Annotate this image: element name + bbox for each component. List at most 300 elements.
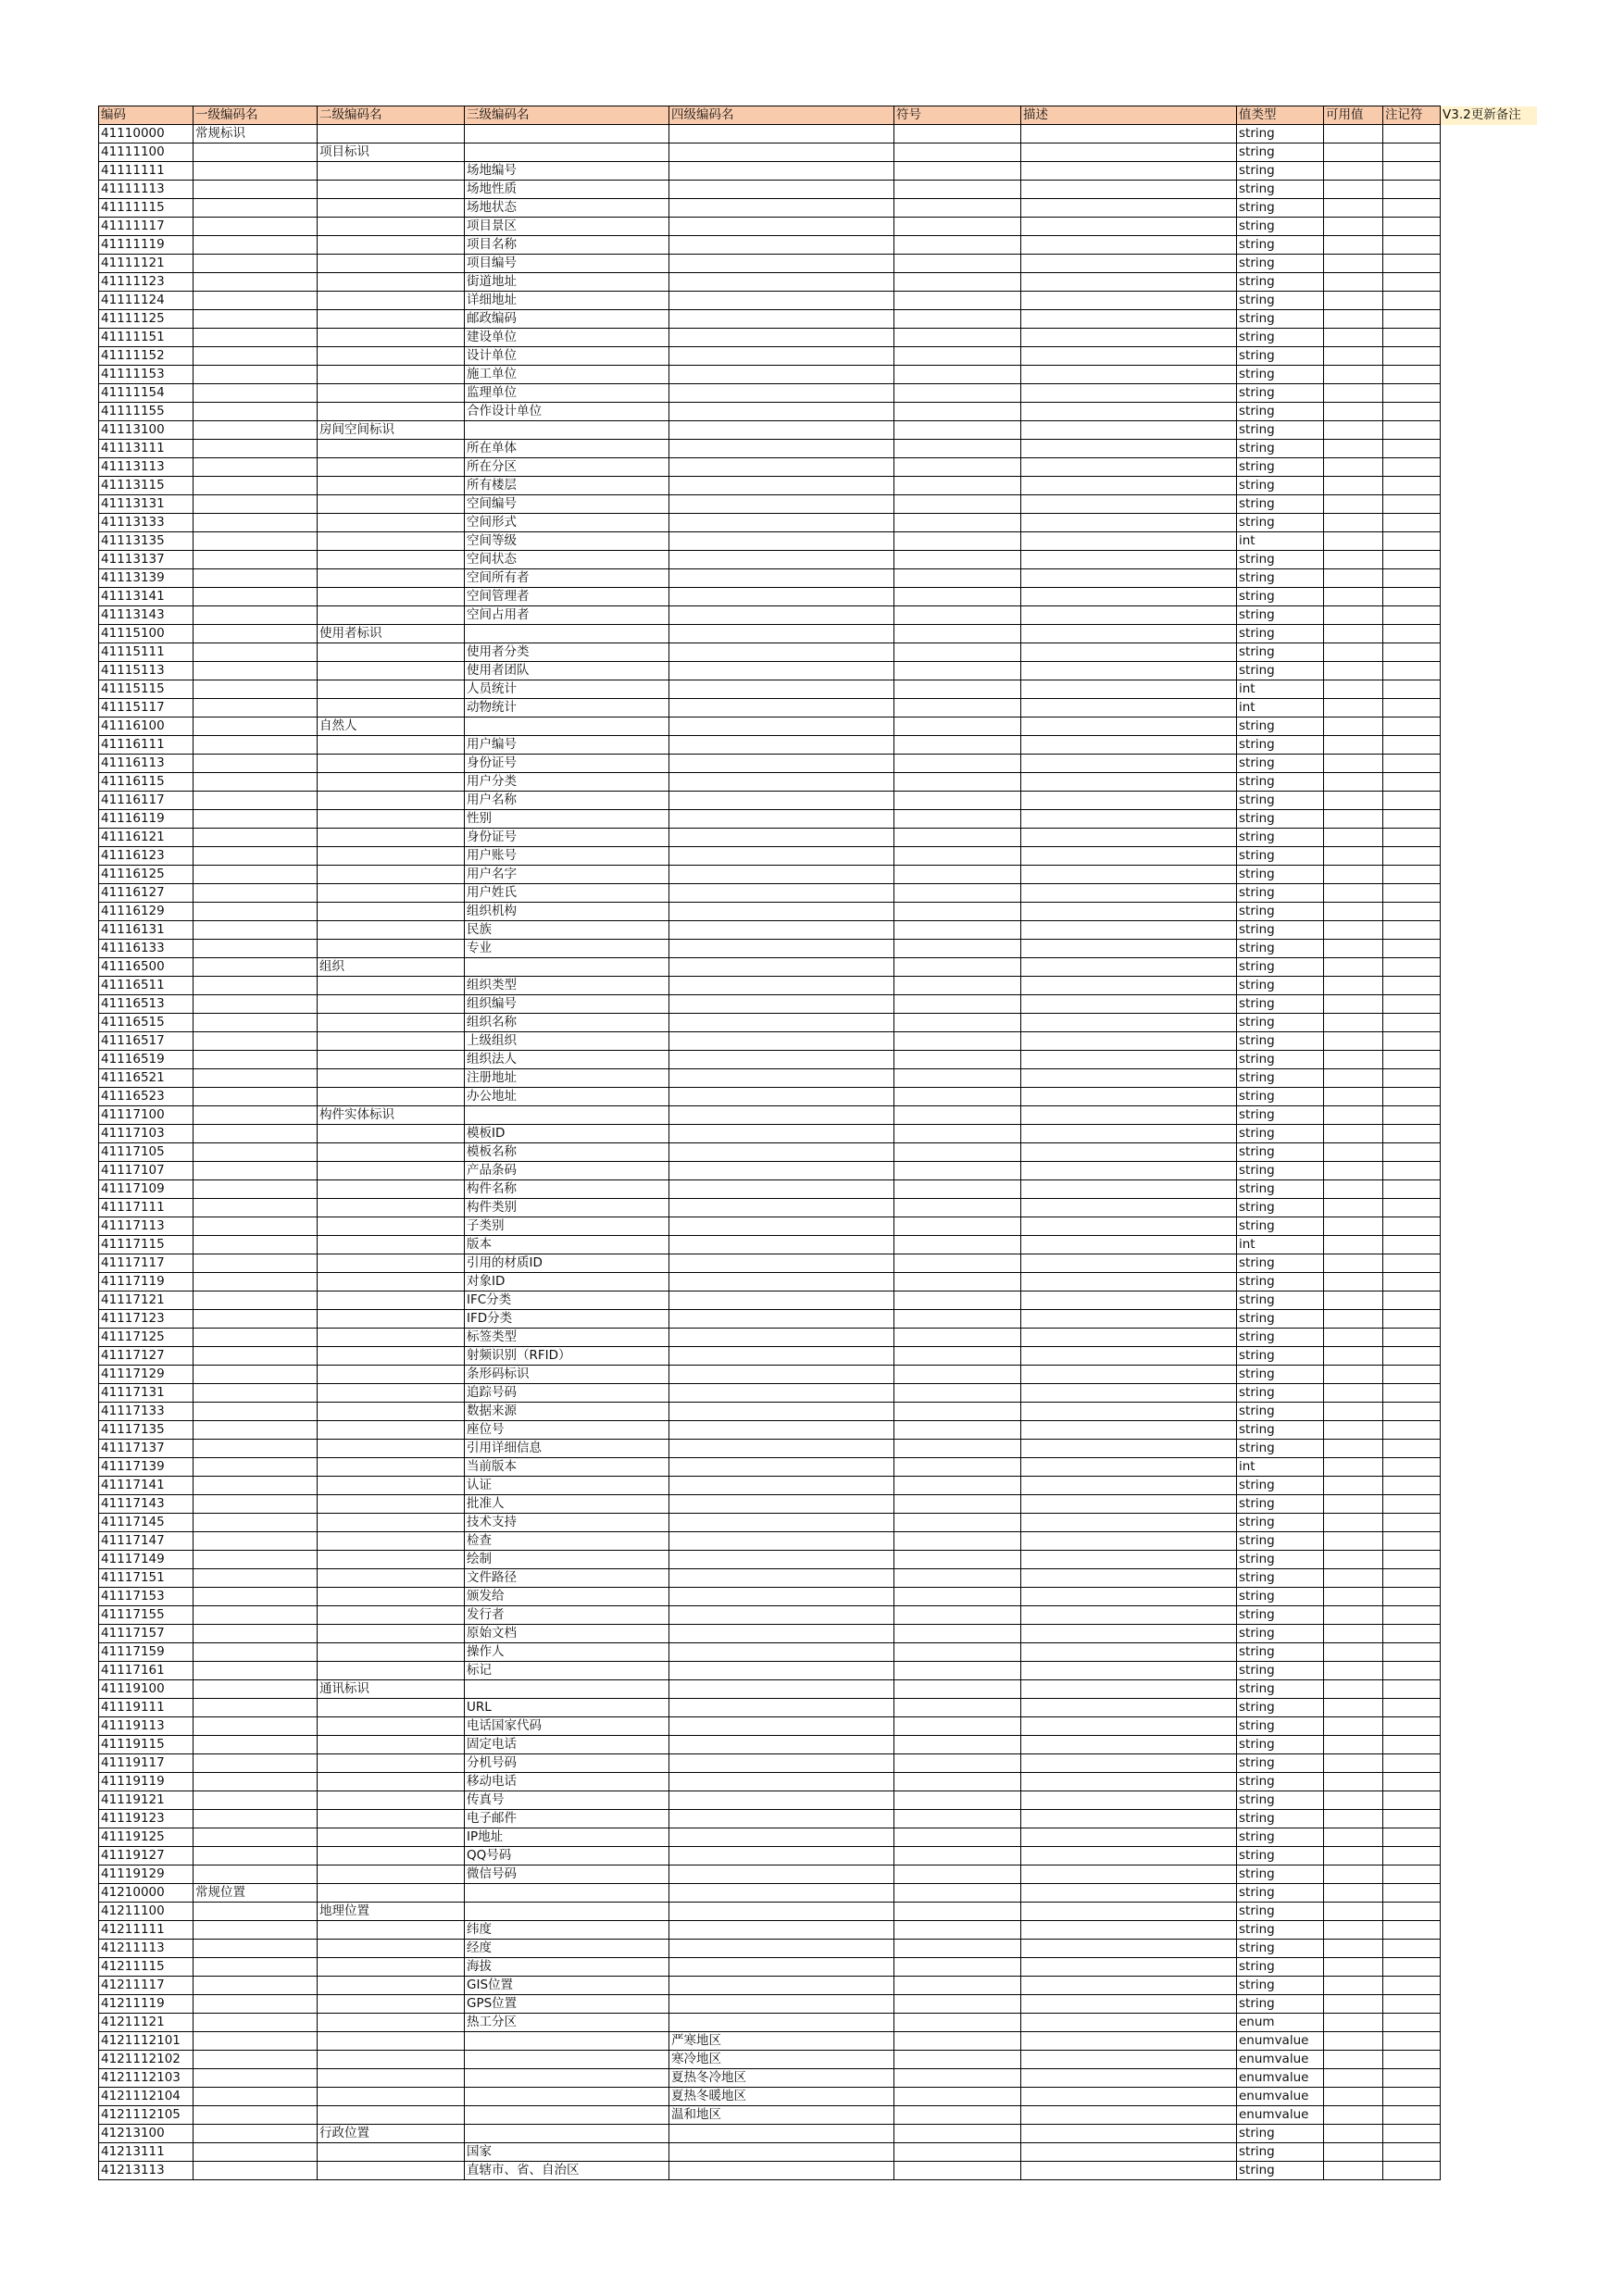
cell-level4-name[interactable] — [669, 1828, 894, 1847]
cell-level1-name[interactable] — [194, 1866, 318, 1884]
cell-annotation[interactable] — [1383, 1643, 1441, 1662]
cell-code[interactable]: 41117147 — [99, 1532, 194, 1551]
cell-level2-name[interactable] — [318, 699, 465, 718]
cell-update-note[interactable] — [1441, 551, 1538, 569]
cell-level4-name[interactable] — [669, 662, 894, 680]
cell-level3-name[interactable]: 设计单位 — [465, 347, 669, 366]
cell-level4-name[interactable] — [669, 384, 894, 403]
cell-level3-name[interactable]: 当前版本 — [465, 1458, 669, 1477]
cell-level2-name[interactable] — [318, 1773, 465, 1791]
cell-available-values[interactable] — [1324, 2088, 1383, 2106]
cell-value-type[interactable]: string — [1237, 403, 1324, 421]
cell-code[interactable]: 41211111 — [99, 1921, 194, 1940]
cell-code[interactable]: 41117100 — [99, 1106, 194, 1125]
cell-value-type[interactable]: string — [1237, 1921, 1324, 1940]
cell-level4-name[interactable] — [669, 514, 894, 532]
cell-level4-name[interactable] — [669, 1847, 894, 1866]
cell-code[interactable]: 41117153 — [99, 1588, 194, 1606]
cell-level3-name[interactable]: 空间所有者 — [465, 569, 669, 588]
cell-symbol[interactable] — [894, 921, 1021, 940]
cell-level3-name[interactable]: 标记 — [465, 1662, 669, 1680]
cell-level4-name[interactable] — [669, 588, 894, 606]
cell-level3-name[interactable] — [465, 958, 669, 977]
cell-level4-name[interactable] — [669, 921, 894, 940]
cell-annotation[interactable] — [1383, 1477, 1441, 1495]
cell-level2-name[interactable] — [318, 680, 465, 699]
cell-available-values[interactable] — [1324, 440, 1383, 458]
cell-description[interactable] — [1021, 1995, 1237, 2014]
cell-symbol[interactable] — [894, 606, 1021, 625]
cell-value-type[interactable]: string — [1237, 458, 1324, 477]
cell-value-type[interactable]: enumvalue — [1237, 2088, 1324, 2106]
cell-symbol[interactable] — [894, 2088, 1021, 2106]
cell-level3-name[interactable]: 合作设计单位 — [465, 403, 669, 421]
cell-level4-name[interactable] — [669, 310, 894, 329]
cell-symbol[interactable] — [894, 1180, 1021, 1199]
cell-level1-name[interactable] — [194, 2143, 318, 2162]
cell-level4-name[interactable] — [669, 1051, 894, 1069]
cell-available-values[interactable] — [1324, 236, 1383, 255]
cell-symbol[interactable] — [894, 2032, 1021, 2051]
cell-level1-name[interactable] — [194, 1458, 318, 1477]
cell-symbol[interactable] — [894, 1292, 1021, 1310]
cell-value-type[interactable]: int — [1237, 1236, 1324, 1254]
cell-symbol[interactable] — [894, 755, 1021, 773]
cell-update-note[interactable] — [1441, 829, 1538, 847]
cell-level3-name[interactable]: 追踪号码 — [465, 1384, 669, 1403]
cell-symbol[interactable] — [894, 310, 1021, 329]
cell-level1-name[interactable] — [194, 2032, 318, 2051]
cell-level1-name[interactable] — [194, 1032, 318, 1051]
cell-update-note[interactable] — [1441, 1810, 1538, 1828]
cell-description[interactable] — [1021, 569, 1237, 588]
cell-symbol[interactable] — [894, 1903, 1021, 1921]
cell-description[interactable] — [1021, 1791, 1237, 1810]
header-symbol[interactable]: 符号 — [894, 106, 1021, 125]
cell-annotation[interactable] — [1383, 903, 1441, 921]
cell-level4-name[interactable] — [669, 1236, 894, 1254]
cell-update-note[interactable] — [1441, 2014, 1538, 2032]
cell-available-values[interactable] — [1324, 792, 1383, 810]
cell-available-values[interactable] — [1324, 2143, 1383, 2162]
cell-update-note[interactable] — [1441, 1995, 1538, 2014]
cell-annotation[interactable] — [1383, 218, 1441, 236]
cell-description[interactable] — [1021, 736, 1237, 755]
cell-description[interactable] — [1021, 977, 1237, 995]
cell-available-values[interactable] — [1324, 1551, 1383, 1569]
cell-code[interactable]: 41115100 — [99, 625, 194, 643]
cell-description[interactable] — [1021, 1532, 1237, 1551]
cell-level3-name[interactable]: 绘制 — [465, 1551, 669, 1569]
cell-available-values[interactable] — [1324, 940, 1383, 958]
cell-available-values[interactable] — [1324, 1329, 1383, 1347]
cell-available-values[interactable] — [1324, 1977, 1383, 1995]
cell-code[interactable]: 41117155 — [99, 1606, 194, 1625]
cell-update-note[interactable] — [1441, 1699, 1538, 1717]
cell-available-values[interactable] — [1324, 1995, 1383, 2014]
cell-level2-name[interactable] — [318, 1292, 465, 1310]
cell-level1-name[interactable] — [194, 1366, 318, 1384]
cell-level3-name[interactable]: 街道地址 — [465, 273, 669, 292]
cell-value-type[interactable]: string — [1237, 1217, 1324, 1236]
cell-value-type[interactable]: string — [1237, 310, 1324, 329]
cell-value-type[interactable]: enum — [1237, 2014, 1324, 2032]
cell-annotation[interactable] — [1383, 403, 1441, 421]
cell-symbol[interactable] — [894, 532, 1021, 551]
cell-symbol[interactable] — [894, 1884, 1021, 1903]
cell-level4-name[interactable] — [669, 1921, 894, 1940]
cell-update-note[interactable] — [1441, 273, 1538, 292]
cell-update-note[interactable] — [1441, 236, 1538, 255]
cell-value-type[interactable]: string — [1237, 347, 1324, 366]
cell-update-note[interactable] — [1441, 2088, 1538, 2106]
cell-annotation[interactable] — [1383, 1625, 1441, 1643]
cell-symbol[interactable] — [894, 977, 1021, 995]
cell-code[interactable]: 4121112103 — [99, 2069, 194, 2088]
cell-annotation[interactable] — [1383, 1532, 1441, 1551]
cell-level4-name[interactable] — [669, 236, 894, 255]
cell-available-values[interactable] — [1324, 995, 1383, 1014]
cell-update-note[interactable] — [1441, 1199, 1538, 1217]
cell-level3-name[interactable]: URL — [465, 1699, 669, 1717]
cell-available-values[interactable] — [1324, 347, 1383, 366]
cell-code[interactable]: 41113113 — [99, 458, 194, 477]
cell-value-type[interactable]: string — [1237, 736, 1324, 755]
cell-description[interactable] — [1021, 1217, 1237, 1236]
cell-annotation[interactable] — [1383, 421, 1441, 440]
cell-update-note[interactable] — [1441, 1162, 1538, 1180]
cell-update-note[interactable] — [1441, 1254, 1538, 1273]
cell-level1-name[interactable] — [194, 1514, 318, 1532]
cell-symbol[interactable] — [894, 662, 1021, 680]
cell-available-values[interactable] — [1324, 2032, 1383, 2051]
cell-level1-name[interactable] — [194, 1680, 318, 1699]
cell-update-note[interactable] — [1441, 514, 1538, 532]
cell-description[interactable] — [1021, 1458, 1237, 1477]
cell-annotation[interactable] — [1383, 1199, 1441, 1217]
cell-level3-name[interactable] — [465, 1680, 669, 1699]
cell-level3-name[interactable] — [465, 2088, 669, 2106]
cell-update-note[interactable] — [1441, 1292, 1538, 1310]
cell-code[interactable]: 41116521 — [99, 1069, 194, 1088]
cell-level3-name[interactable]: 模板名称 — [465, 1143, 669, 1162]
cell-level4-name[interactable] — [669, 1588, 894, 1606]
cell-level2-name[interactable] — [318, 181, 465, 199]
cell-available-values[interactable] — [1324, 1736, 1383, 1754]
cell-update-note[interactable] — [1441, 181, 1538, 199]
cell-level1-name[interactable] — [194, 2162, 318, 2180]
cell-available-values[interactable] — [1324, 662, 1383, 680]
cell-code[interactable]: 41211115 — [99, 1958, 194, 1977]
cell-level1-name[interactable] — [194, 551, 318, 569]
cell-symbol[interactable] — [894, 1699, 1021, 1717]
cell-code[interactable]: 41117145 — [99, 1514, 194, 1532]
cell-available-values[interactable] — [1324, 495, 1383, 514]
cell-symbol[interactable] — [894, 1940, 1021, 1958]
cell-value-type[interactable]: string — [1237, 1032, 1324, 1051]
cell-symbol[interactable] — [894, 2069, 1021, 2088]
cell-annotation[interactable] — [1383, 1106, 1441, 1125]
cell-description[interactable] — [1021, 1329, 1237, 1347]
cell-level1-name[interactable] — [194, 940, 318, 958]
cell-level4-name[interactable] — [669, 1903, 894, 1921]
cell-code[interactable]: 41111115 — [99, 199, 194, 218]
cell-level2-name[interactable] — [318, 940, 465, 958]
cell-value-type[interactable]: string — [1237, 1440, 1324, 1458]
cell-level1-name[interactable] — [194, 625, 318, 643]
cell-level3-name[interactable]: 空间占用者 — [465, 606, 669, 625]
cell-update-note[interactable] — [1441, 736, 1538, 755]
cell-level1-name[interactable] — [194, 1940, 318, 1958]
cell-code[interactable]: 41113137 — [99, 551, 194, 569]
cell-code[interactable]: 41115111 — [99, 643, 194, 662]
cell-update-note[interactable] — [1441, 1606, 1538, 1625]
cell-annotation[interactable] — [1383, 643, 1441, 662]
cell-code[interactable]: 41116113 — [99, 755, 194, 773]
cell-symbol[interactable] — [894, 1217, 1021, 1236]
cell-level4-name[interactable] — [669, 718, 894, 736]
cell-level1-name[interactable] — [194, 1532, 318, 1551]
cell-level2-name[interactable] — [318, 662, 465, 680]
cell-level4-name[interactable] — [669, 1106, 894, 1125]
cell-level4-name[interactable] — [669, 181, 894, 199]
cell-level4-name[interactable] — [669, 884, 894, 903]
cell-symbol[interactable] — [894, 588, 1021, 606]
cell-level4-name[interactable] — [669, 1699, 894, 1717]
cell-symbol[interactable] — [894, 847, 1021, 866]
cell-update-note[interactable] — [1441, 1217, 1538, 1236]
cell-description[interactable] — [1021, 199, 1237, 218]
cell-code[interactable]: 41111111 — [99, 162, 194, 181]
cell-value-type[interactable]: string — [1237, 1717, 1324, 1736]
cell-code[interactable]: 41116519 — [99, 1051, 194, 1069]
cell-value-type[interactable]: string — [1237, 1051, 1324, 1069]
cell-level4-name[interactable] — [669, 403, 894, 421]
cell-available-values[interactable] — [1324, 1458, 1383, 1477]
cell-value-type[interactable]: string — [1237, 1532, 1324, 1551]
cell-description[interactable] — [1021, 1495, 1237, 1514]
cell-annotation[interactable] — [1383, 1051, 1441, 1069]
cell-annotation[interactable] — [1383, 366, 1441, 384]
cell-level2-name[interactable] — [318, 643, 465, 662]
header-level2-name[interactable]: 二级编码名 — [318, 106, 465, 125]
cell-level1-name[interactable] — [194, 1977, 318, 1995]
cell-level4-name[interactable] — [669, 1514, 894, 1532]
cell-level2-name[interactable] — [318, 2106, 465, 2125]
cell-symbol[interactable] — [894, 1088, 1021, 1106]
cell-level1-name[interactable] — [194, 1236, 318, 1254]
cell-available-values[interactable] — [1324, 829, 1383, 847]
cell-description[interactable] — [1021, 884, 1237, 903]
header-description[interactable]: 描述 — [1021, 106, 1237, 125]
cell-annotation[interactable] — [1383, 662, 1441, 680]
cell-symbol[interactable] — [894, 347, 1021, 366]
cell-update-note[interactable] — [1441, 662, 1538, 680]
cell-level4-name[interactable] — [669, 1606, 894, 1625]
cell-available-values[interactable] — [1324, 1088, 1383, 1106]
cell-description[interactable] — [1021, 866, 1237, 884]
cell-symbol[interactable] — [894, 1606, 1021, 1625]
cell-code[interactable]: 41117143 — [99, 1495, 194, 1514]
cell-level3-name[interactable]: 技术支持 — [465, 1514, 669, 1532]
cell-level1-name[interactable] — [194, 977, 318, 995]
cell-annotation[interactable] — [1383, 532, 1441, 551]
cell-level4-name[interactable] — [669, 1662, 894, 1680]
cell-update-note[interactable] — [1441, 2162, 1538, 2180]
cell-annotation[interactable] — [1383, 2014, 1441, 2032]
cell-update-note[interactable] — [1441, 1088, 1538, 1106]
cell-annotation[interactable] — [1383, 1754, 1441, 1773]
cell-level2-name[interactable] — [318, 1940, 465, 1958]
cell-code[interactable]: 41211119 — [99, 1995, 194, 2014]
cell-symbol[interactable] — [894, 292, 1021, 310]
cell-available-values[interactable] — [1324, 1495, 1383, 1514]
cell-level4-name[interactable] — [669, 680, 894, 699]
cell-description[interactable] — [1021, 458, 1237, 477]
cell-code[interactable]: 41117137 — [99, 1440, 194, 1458]
cell-level2-name[interactable] — [318, 1125, 465, 1143]
cell-level4-name[interactable] — [669, 1551, 894, 1569]
cell-level3-name[interactable] — [465, 2032, 669, 2051]
header-value-type[interactable]: 值类型 — [1237, 106, 1324, 125]
cell-level4-name[interactable] — [669, 903, 894, 921]
cell-level4-name[interactable] — [669, 1088, 894, 1106]
cell-annotation[interactable] — [1383, 292, 1441, 310]
cell-level1-name[interactable] — [194, 1254, 318, 1273]
cell-annotation[interactable] — [1383, 866, 1441, 884]
cell-symbol[interactable] — [894, 1125, 1021, 1143]
cell-level4-name[interactable] — [669, 1403, 894, 1421]
cell-level3-name[interactable]: 用户分类 — [465, 773, 669, 792]
cell-value-type[interactable]: string — [1237, 329, 1324, 347]
cell-update-note[interactable] — [1441, 1310, 1538, 1329]
cell-level4-name[interactable] — [669, 2143, 894, 2162]
cell-update-note[interactable] — [1441, 1143, 1538, 1162]
cell-available-values[interactable] — [1324, 1421, 1383, 1440]
cell-level1-name[interactable] — [194, 1477, 318, 1495]
cell-code[interactable]: 4121112105 — [99, 2106, 194, 2125]
cell-value-type[interactable]: string — [1237, 1292, 1324, 1310]
cell-level1-name[interactable] — [194, 2051, 318, 2069]
cell-annotation[interactable] — [1383, 255, 1441, 273]
cell-value-type[interactable]: string — [1237, 718, 1324, 736]
cell-code[interactable]: 41211100 — [99, 1903, 194, 1921]
cell-available-values[interactable] — [1324, 162, 1383, 181]
cell-level1-name[interactable] — [194, 1125, 318, 1143]
cell-value-type[interactable]: string — [1237, 588, 1324, 606]
cell-symbol[interactable] — [894, 144, 1021, 162]
cell-level1-name[interactable] — [194, 792, 318, 810]
cell-level4-name[interactable] — [669, 1458, 894, 1477]
cell-annotation[interactable] — [1383, 810, 1441, 829]
cell-level2-name[interactable]: 通讯标识 — [318, 1680, 465, 1699]
cell-description[interactable] — [1021, 162, 1237, 181]
cell-available-values[interactable] — [1324, 403, 1383, 421]
cell-description[interactable] — [1021, 1643, 1237, 1662]
cell-code[interactable]: 41117141 — [99, 1477, 194, 1495]
cell-level3-name[interactable]: 项目名称 — [465, 236, 669, 255]
cell-symbol[interactable] — [894, 792, 1021, 810]
cell-annotation[interactable] — [1383, 1162, 1441, 1180]
cell-level3-name[interactable]: IFC分类 — [465, 1292, 669, 1310]
cell-symbol[interactable] — [894, 625, 1021, 643]
cell-annotation[interactable] — [1383, 1458, 1441, 1477]
cell-value-type[interactable]: enumvalue — [1237, 2032, 1324, 2051]
cell-description[interactable] — [1021, 1125, 1237, 1143]
cell-level3-name[interactable]: 产品条码 — [465, 1162, 669, 1180]
cell-available-values[interactable] — [1324, 2162, 1383, 2180]
cell-available-values[interactable] — [1324, 421, 1383, 440]
cell-value-type[interactable]: string — [1237, 847, 1324, 866]
cell-available-values[interactable] — [1324, 1810, 1383, 1828]
cell-level4-name[interactable] — [669, 1014, 894, 1032]
cell-available-values[interactable] — [1324, 144, 1383, 162]
cell-level1-name[interactable] — [194, 662, 318, 680]
cell-level4-name[interactable] — [669, 1143, 894, 1162]
cell-level1-name[interactable] — [194, 606, 318, 625]
cell-level1-name[interactable] — [194, 403, 318, 421]
cell-code[interactable]: 41116121 — [99, 829, 194, 847]
cell-level4-name[interactable] — [669, 532, 894, 551]
cell-value-type[interactable]: string — [1237, 440, 1324, 458]
cell-level4-name[interactable] — [669, 1069, 894, 1088]
cell-code[interactable]: 41117115 — [99, 1236, 194, 1254]
cell-value-type[interactable]: string — [1237, 144, 1324, 162]
cell-code[interactable]: 41116131 — [99, 921, 194, 940]
cell-level4-name[interactable] — [669, 1180, 894, 1199]
cell-update-note[interactable] — [1441, 329, 1538, 347]
cell-level4-name[interactable] — [669, 1736, 894, 1754]
cell-update-note[interactable] — [1441, 718, 1538, 736]
cell-level2-name[interactable] — [318, 1458, 465, 1477]
cell-level3-name[interactable]: 子类别 — [465, 1217, 669, 1236]
cell-value-type[interactable]: string — [1237, 1254, 1324, 1273]
cell-update-note[interactable] — [1441, 1477, 1538, 1495]
cell-available-values[interactable] — [1324, 921, 1383, 940]
cell-level1-name[interactable] — [194, 1143, 318, 1162]
cell-description[interactable] — [1021, 1069, 1237, 1088]
cell-value-type[interactable]: string — [1237, 1514, 1324, 1532]
cell-level1-name[interactable] — [194, 366, 318, 384]
cell-level1-name[interactable] — [194, 1014, 318, 1032]
cell-update-note[interactable] — [1441, 847, 1538, 866]
cell-level2-name[interactable] — [318, 2088, 465, 2106]
cell-description[interactable] — [1021, 1680, 1237, 1699]
cell-available-values[interactable] — [1324, 514, 1383, 532]
cell-symbol[interactable] — [894, 1569, 1021, 1588]
cell-available-values[interactable] — [1324, 736, 1383, 755]
cell-level3-name[interactable]: 固定电话 — [465, 1736, 669, 1754]
cell-update-note[interactable] — [1441, 1977, 1538, 1995]
cell-code[interactable]: 41117119 — [99, 1273, 194, 1292]
cell-code[interactable]: 4121112104 — [99, 2088, 194, 2106]
cell-annotation[interactable] — [1383, 1958, 1441, 1977]
cell-value-type[interactable]: string — [1237, 1569, 1324, 1588]
cell-symbol[interactable] — [894, 2106, 1021, 2125]
cell-value-type[interactable]: string — [1237, 1625, 1324, 1643]
cell-level1-name[interactable] — [194, 995, 318, 1014]
cell-level2-name[interactable] — [318, 1736, 465, 1754]
cell-level3-name[interactable]: 组织机构 — [465, 903, 669, 921]
cell-level2-name[interactable] — [318, 847, 465, 866]
cell-symbol[interactable] — [894, 680, 1021, 699]
cell-level4-name[interactable] — [669, 1495, 894, 1514]
cell-level3-name[interactable]: 模板ID — [465, 1125, 669, 1143]
cell-update-note[interactable] — [1441, 2051, 1538, 2069]
cell-level3-name[interactable]: 监理单位 — [465, 384, 669, 403]
cell-level3-name[interactable]: 使用者分类 — [465, 643, 669, 662]
cell-symbol[interactable] — [894, 1810, 1021, 1828]
